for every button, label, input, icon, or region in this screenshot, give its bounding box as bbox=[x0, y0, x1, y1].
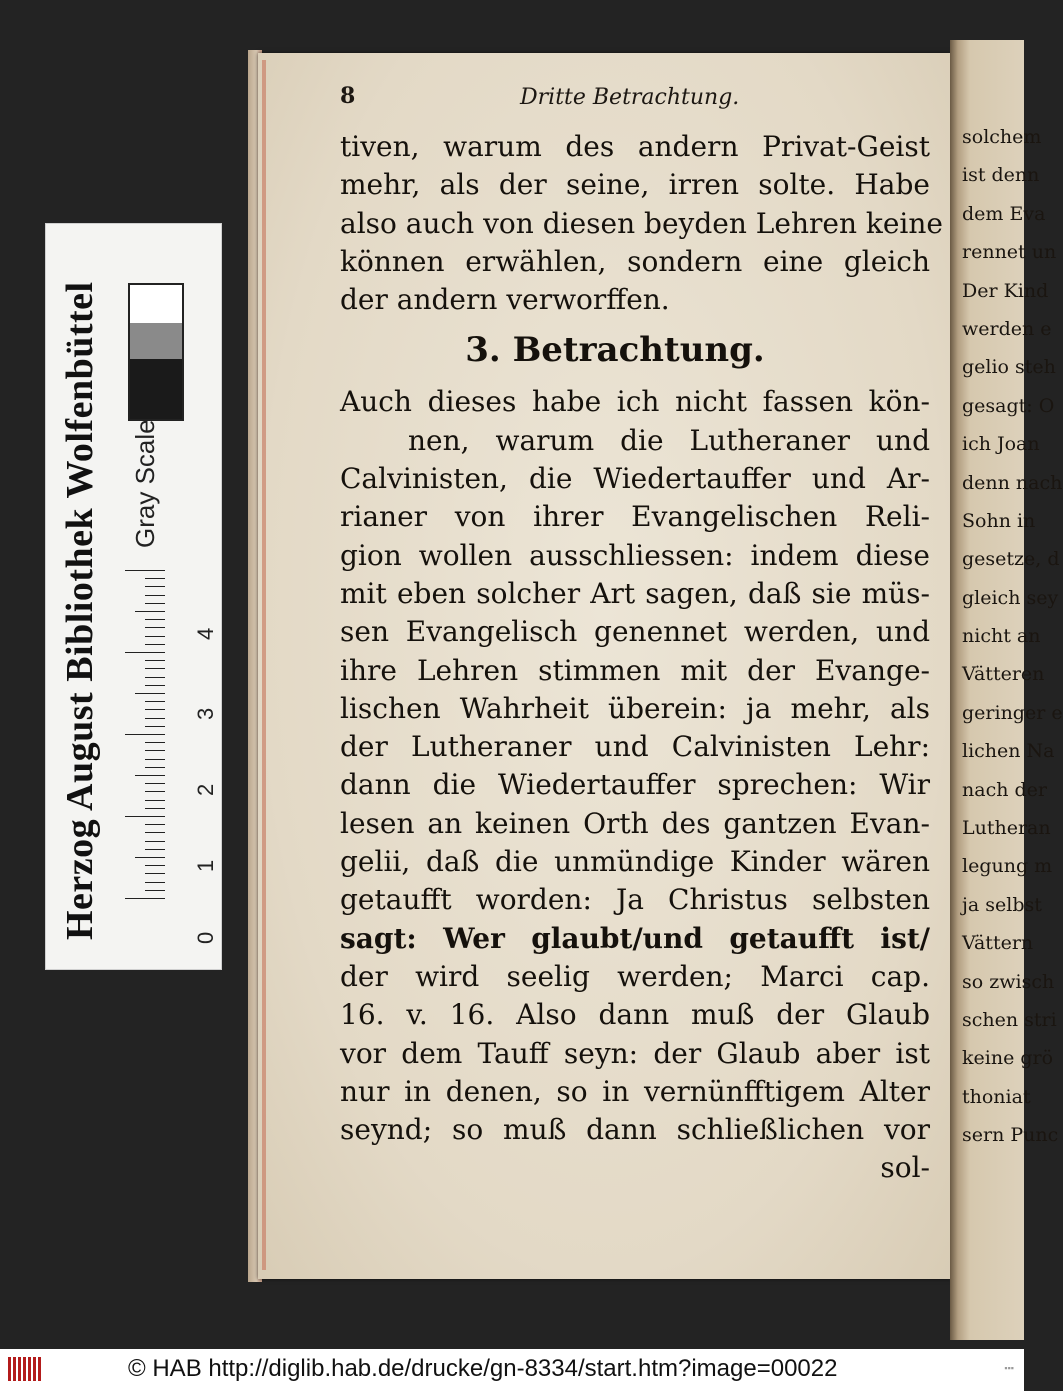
text-line: ihre Lehren stimmen mit der Evange- bbox=[340, 653, 930, 687]
ruler-tick bbox=[135, 693, 165, 694]
facing-line: ist denn bbox=[962, 164, 1040, 187]
gray-scale-label: Gray Scale bbox=[130, 419, 160, 548]
ruler-tick bbox=[125, 570, 165, 571]
ruler-number-1: 1 bbox=[193, 859, 218, 872]
facing-line: so zwisch bbox=[962, 970, 1055, 993]
ruler-tick bbox=[145, 824, 165, 825]
ruler-tick bbox=[135, 775, 165, 776]
ruler-tick bbox=[125, 816, 165, 817]
facing-line: Der Kind bbox=[962, 279, 1049, 302]
ruler-tick bbox=[145, 849, 165, 850]
ruler-tick bbox=[145, 685, 165, 686]
running-head: Dritte Betrachtung. bbox=[520, 85, 740, 110]
gray-swatch-white bbox=[128, 283, 184, 323]
ruler-tick bbox=[145, 627, 165, 628]
facing-line: keine grö bbox=[962, 1047, 1054, 1070]
facing-line: gleich sey bbox=[962, 586, 1059, 609]
ruler-tick bbox=[145, 865, 165, 866]
text-line: können erwählen, sondern eine gleich bbox=[340, 244, 930, 278]
facing-line: ja selbst bbox=[962, 893, 1042, 916]
ruler-tick bbox=[145, 873, 165, 874]
ruler-tick bbox=[145, 759, 165, 760]
ruler-tick bbox=[145, 677, 165, 678]
text-line: seynd; so muß dann schließlichen vor bbox=[340, 1113, 930, 1147]
text-line: 16. v. 16. Also dann muß der Glaub bbox=[340, 998, 930, 1032]
ruler-tick bbox=[145, 726, 165, 727]
gray-swatch-black bbox=[128, 359, 184, 421]
text-line-quote: der wird seelig werden; Marci cap. bbox=[340, 959, 930, 993]
page-header bbox=[330, 83, 930, 123]
facing-line: dem Eva bbox=[962, 202, 1046, 225]
ruler-tick bbox=[145, 750, 165, 751]
facing-line: werden e bbox=[962, 317, 1052, 340]
facing-line: Vättern bbox=[962, 932, 1034, 955]
library-name: Herzog August Bibliothek Wolfenbüttel bbox=[59, 281, 101, 940]
text-line: also auch von diesen beyden Lehren keine bbox=[340, 206, 943, 240]
ruler-tick bbox=[145, 595, 165, 596]
ruler-tick bbox=[145, 660, 165, 661]
ruler-tick bbox=[145, 882, 165, 883]
facing-line: lichen Na bbox=[962, 740, 1055, 763]
text-line: lesen an keinen Orth des gantzen Evan- bbox=[340, 806, 930, 840]
ruler-tick bbox=[145, 603, 165, 604]
text-line: sen Evangelisch genennet werden, und bbox=[340, 615, 930, 649]
ruler-tick bbox=[145, 636, 165, 637]
ruler-tick bbox=[145, 709, 165, 710]
facing-line: gesagt: O bbox=[962, 394, 1055, 417]
hab-logo-icon bbox=[8, 1357, 42, 1381]
ruler-tick bbox=[145, 800, 165, 801]
facing-page-text bbox=[962, 118, 1063, 1155]
facing-line: geringer e bbox=[962, 701, 1063, 724]
ruler-tick bbox=[135, 611, 165, 612]
text-line: mit eben solcher Art sagen, daß sie müs- bbox=[340, 576, 930, 610]
ruler-tick bbox=[145, 644, 165, 645]
facing-line: ich Joan bbox=[962, 433, 1040, 456]
facing-line: Sohn in bbox=[962, 509, 1036, 532]
ruler-number-0: 0 bbox=[193, 931, 218, 944]
ruler-tick bbox=[145, 619, 165, 620]
section-heading: 3. Betrachtung. bbox=[465, 330, 765, 371]
ruler-number-4: 4 bbox=[193, 627, 218, 640]
ruler-tick bbox=[145, 890, 165, 891]
ruler-tick bbox=[145, 718, 165, 719]
ruler-tick bbox=[135, 857, 165, 858]
text-line: mehr, als der seine, irren solte. Habe bbox=[340, 168, 930, 202]
text-line: nen, warum die Lutheraner und bbox=[408, 423, 930, 457]
ruler-tick bbox=[145, 701, 165, 702]
facing-line: thoniat bbox=[962, 1085, 1031, 1108]
ruler-tick bbox=[125, 734, 165, 735]
ruler-tick bbox=[145, 841, 165, 842]
footer-bar bbox=[0, 1349, 1024, 1391]
text-line: rianer von ihrer Evangelischen Reli- bbox=[340, 500, 930, 534]
text-line: gelii, daß die unmündige Kinder wären bbox=[340, 845, 930, 879]
ruler-tick bbox=[145, 742, 165, 743]
facing-line: rennet un bbox=[962, 241, 1057, 264]
text-line: der Lutheraner und Calvinisten Lehr: bbox=[340, 730, 930, 764]
ruler-tick bbox=[145, 668, 165, 669]
text-line: getaufft worden: Ja Christus selbsten bbox=[340, 883, 930, 917]
ruler-tick bbox=[145, 783, 165, 784]
text-line-initial: Auch dieses habe ich nicht fassen kön- bbox=[340, 385, 930, 419]
ruler-tick bbox=[145, 586, 165, 587]
ruler-tick bbox=[145, 832, 165, 833]
ruler-tick bbox=[125, 898, 165, 899]
text-line: lischen Wahrheit überein: ja mehr, als bbox=[340, 691, 930, 725]
text-line-quote: sagt: Wer glaubt/und getaufft ist/ bbox=[340, 921, 930, 955]
page-red-edge bbox=[262, 60, 266, 1270]
facing-line: nach der bbox=[962, 778, 1047, 801]
text-line: vor dem Tauff seyn: der Glaub aber ist bbox=[340, 1036, 930, 1070]
ruler-tick bbox=[145, 791, 165, 792]
ruler-tick bbox=[125, 652, 165, 653]
text-line: nur in denen, so in vernünfftigem Alter bbox=[340, 1074, 930, 1108]
catchword: sol- bbox=[880, 1151, 930, 1185]
text-line: tiven, warum des andern Privat-Geist bbox=[340, 130, 930, 163]
text-line: Calvinisten, die Wiedertauffer und Ar- bbox=[340, 462, 930, 496]
text-line: dann die Wiedertauffer sprechen: Wir bbox=[340, 768, 930, 802]
facing-line: legung m bbox=[962, 855, 1053, 878]
gray-swatch-gray bbox=[128, 323, 184, 359]
facing-line: nicht an bbox=[962, 625, 1041, 648]
facing-line: denn nach bbox=[962, 471, 1063, 494]
page-number: 8 bbox=[340, 83, 356, 109]
text-line: gion wollen ausschliessen: indem diese bbox=[340, 538, 930, 572]
facing-line: solchem bbox=[962, 126, 1042, 148]
ruler-tick bbox=[145, 578, 165, 579]
text-line: der andern verworffen. bbox=[340, 283, 670, 317]
page-body bbox=[340, 128, 943, 1188]
facing-line: gesetze, d bbox=[962, 548, 1060, 571]
ruler-number-2: 2 bbox=[193, 783, 218, 796]
copyright-url[interactable]: © HAB http://diglib.hab.de/drucke/gn-8334/start.htm?image=00022 bbox=[128, 1355, 838, 1382]
facing-line: sern Punc bbox=[962, 1124, 1059, 1147]
ruler-number-3: 3 bbox=[193, 707, 218, 720]
facing-line: Vätteren bbox=[962, 663, 1045, 686]
ruler-ticks bbox=[125, 570, 165, 910]
facing-line: gelio steh bbox=[962, 356, 1056, 379]
ruler-tick bbox=[145, 808, 165, 809]
facing-line: Lutheran bbox=[962, 817, 1051, 840]
ruler-tick bbox=[145, 767, 165, 768]
footer-mark: ▪▪▪ bbox=[1004, 1363, 1014, 1373]
facing-line: schen stri bbox=[962, 1008, 1057, 1031]
